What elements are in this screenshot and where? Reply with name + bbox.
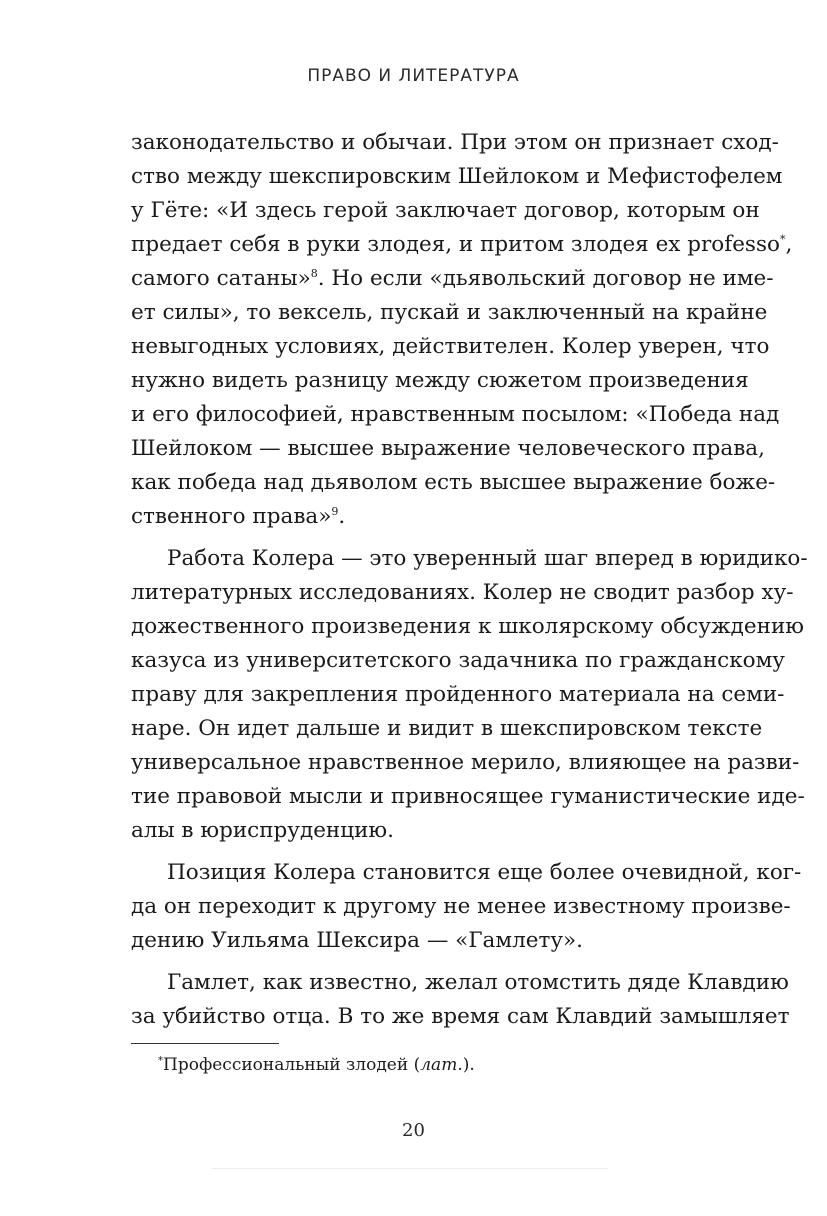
text-line: у Гёте: «И здесь герой заключает договор, которым он <box>131 198 760 223</box>
text-line: Работа Колера — это уверенный шаг вперед в юридико- <box>167 546 808 571</box>
text-line: ство между шекспировским Шейлоком и Мефистофелем <box>131 164 783 189</box>
text-line: праву для закрепления пройденного материала на семи- <box>131 682 785 707</box>
text-line: ет силы», то вексель, пускай и заключенный на крайне <box>131 300 768 325</box>
text-line: невыгодных условиях, действителен. Колер уверен, что <box>131 334 770 359</box>
text-line: законодательство и обычаи. При этом он признает сход- <box>131 130 779 155</box>
footnote-marker: * <box>158 1055 163 1067</box>
footnote-text: Профессиональный злодей (лат.). <box>163 1055 475 1075</box>
footnote <box>158 1054 475 1076</box>
text-line: да он переходит к другому не менее известному произве- <box>131 894 791 919</box>
text-line: алы в юриспруденцию. <box>131 818 394 843</box>
text-line: казуса из университетского задачника по гражданскому <box>131 648 785 673</box>
text-line: за убийство отца. В то же время сам Клавдий замышляет <box>131 1004 790 1029</box>
text-line: Шейлоком — высшее выражение человеческого права, <box>131 436 765 461</box>
footnote-divider <box>131 1043 279 1044</box>
text-line: самого сатаны»$^8$. Но если «дьявольский договор не име- <box>131 266 774 291</box>
text-line: тие правовой мысли и привносящее гуманистические иде- <box>131 784 805 809</box>
text-line: предает себя в руки злодея, и притом злодея ex professo*, <box>131 232 793 257</box>
text-line: как победа над дьяволом есть высшее выражение боже- <box>131 470 776 495</box>
text-line: дению Уильяма Шексира — «Гамлету». <box>131 928 584 953</box>
text-line: литературных исследованиях. Колер не сводит разбор ху- <box>131 580 794 605</box>
text-line: и его философией, нравственным посылом: «Победа над <box>131 402 780 427</box>
bottom-divider <box>212 1168 608 1169</box>
text-line: Позиция Колера становится еще более очевидной, ког- <box>167 860 802 885</box>
text-line: ственного права»$^9$. <box>131 504 346 529</box>
text-line: нужно видеть разницу между сюжетом произведения <box>131 368 749 393</box>
page-number: 20 <box>402 1120 425 1141</box>
running-head: ПРАВО И ЛИТЕРАТУРА <box>307 66 520 86</box>
text-line: дожественного произведения к школярскому обсуждению <box>131 614 804 639</box>
text-line: наре. Он идет дальше и видит в шекспировском тексте <box>131 716 763 741</box>
text-line: универсальное нравственное мерило, влияющее на разви- <box>131 750 800 775</box>
text-line: Гамлет, как известно, желал отомстить дяде Клавдию <box>167 970 789 995</box>
body-text <box>131 126 808 1034</box>
